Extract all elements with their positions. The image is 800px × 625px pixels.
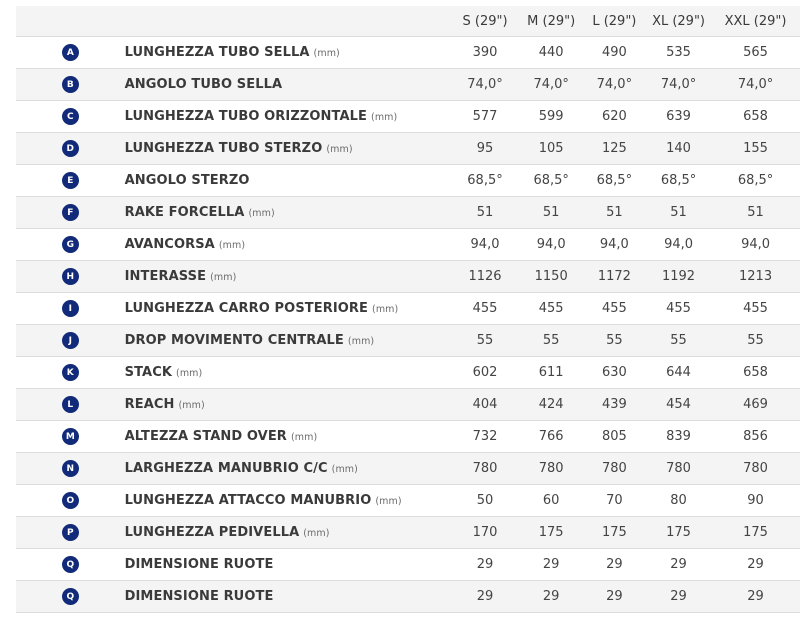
measure-value: 51	[606, 205, 623, 220]
measure-value: 175	[743, 525, 768, 540]
table-row	[16, 101, 800, 133]
measure-name: ANGOLO STERZO	[124, 173, 250, 188]
measure-value: 630	[601, 365, 627, 380]
measure-label	[125, 397, 451, 412]
measure-value: 620	[601, 109, 627, 124]
measure-value: 29	[606, 589, 623, 604]
measure-value: 74,0°	[467, 77, 503, 92]
measure-value: 74,0°	[596, 77, 633, 92]
measure-letter-badge: C	[62, 108, 79, 125]
measure-unit: (mm)	[290, 432, 318, 443]
table-row	[16, 485, 800, 517]
measure-value: 839	[666, 429, 691, 444]
measure-label	[125, 557, 451, 572]
measure-unit: (mm)	[218, 240, 246, 251]
size-header: XL (29")	[652, 13, 706, 29]
measure-unit: (mm)	[326, 144, 353, 155]
measure-value: 611	[538, 365, 564, 380]
measure-letter-badge: D	[62, 140, 79, 157]
measure-value: 29	[747, 557, 764, 572]
measure-value: 94,0	[599, 237, 629, 252]
measure-value: 29	[542, 557, 560, 572]
measure-name: LUNGHEZZA TUBO SELLA	[124, 45, 310, 60]
measure-value: 766	[538, 429, 564, 444]
table-row	[16, 581, 800, 613]
measure-value: 1213	[739, 269, 773, 284]
measure-value: 55	[747, 333, 764, 348]
measure-name: LARGHEZZA MANUBRIO C/C	[124, 461, 328, 476]
measure-value: 780	[601, 461, 627, 476]
measure-value: 404	[472, 397, 498, 412]
measure-value: 1172	[597, 269, 631, 284]
measure-value: 94,0	[664, 237, 694, 252]
table-row	[16, 261, 800, 293]
measure-name: REACH	[124, 397, 175, 412]
measure-name: LUNGHEZZA ATTACCO MANUBRIO	[124, 493, 372, 508]
measure-name: DIMENSIONE RUOTE	[124, 589, 274, 604]
measure-value: 390	[472, 45, 498, 60]
measure-label	[125, 205, 451, 220]
measure-label	[125, 365, 451, 380]
table-row	[16, 229, 800, 261]
measure-value: 780	[538, 461, 564, 476]
measure-value: 455	[538, 301, 564, 316]
measure-value: 94,0	[536, 237, 566, 252]
measure-name: ALTEZZA STAND OVER	[124, 429, 287, 444]
measure-value: 454	[666, 397, 691, 412]
measure-label	[125, 525, 451, 540]
measure-value: 424	[538, 397, 564, 412]
measure-letter-badge: J	[62, 332, 79, 349]
measure-value: 175	[601, 525, 627, 540]
measure-value: 74,0°	[533, 77, 569, 92]
measure-value: 60	[542, 493, 560, 508]
measure-label	[125, 173, 451, 188]
measure-label	[125, 589, 451, 604]
table-row	[16, 197, 800, 229]
measure-name: LUNGHEZZA CARRO POSTERIORE	[124, 301, 369, 316]
size-header: M (29")	[527, 13, 576, 29]
table-row	[16, 453, 800, 485]
measure-value: 125	[601, 141, 627, 156]
measure-value: 29	[606, 557, 623, 572]
measure-value: 732	[472, 429, 498, 444]
measure-value: 51	[747, 205, 764, 220]
measure-value: 780	[472, 461, 498, 476]
table-row	[16, 549, 800, 581]
measure-value: 90	[747, 493, 764, 508]
measure-value: 68,5°	[467, 173, 503, 188]
table-row	[16, 421, 800, 453]
measure-value: 175	[666, 525, 691, 540]
measure-value: 1126	[468, 269, 502, 284]
measure-letter-badge: N	[62, 460, 79, 477]
measure-value: 29	[670, 589, 687, 604]
measure-label	[125, 141, 451, 156]
measure-value: 780	[743, 461, 768, 476]
measure-value: 644	[666, 365, 691, 380]
measure-value: 68,5°	[660, 173, 697, 188]
measure-value: 440	[538, 45, 564, 60]
measure-value: 455	[743, 301, 768, 316]
measure-letter-badge: K	[62, 364, 79, 381]
measure-value: 455	[666, 301, 691, 316]
geometry-table	[16, 6, 800, 613]
measure-value: 68,5°	[596, 173, 633, 188]
table-row	[16, 389, 800, 421]
measure-letter-badge: E	[62, 172, 79, 189]
measure-value: 70	[606, 493, 623, 508]
measure-value: 577	[472, 109, 498, 124]
table-row	[16, 165, 800, 197]
size-header: XXL (29")	[724, 13, 787, 29]
measure-value: 565	[743, 45, 768, 60]
measure-value: 55	[476, 333, 494, 348]
size-header: S (29")	[462, 13, 508, 29]
measure-name: LUNGHEZZA TUBO STERZO	[124, 141, 323, 156]
measure-name: INTERASSE	[124, 269, 207, 284]
measure-value: 1192	[661, 269, 696, 284]
measure-label	[125, 109, 451, 124]
measure-value: 51	[542, 205, 560, 220]
measure-letter-badge: Q	[62, 588, 79, 605]
measure-value: 55	[542, 333, 560, 348]
measure-value: 658	[743, 365, 768, 380]
measure-label	[125, 429, 451, 444]
measure-letter-badge: F	[62, 204, 79, 221]
measure-value: 805	[601, 429, 627, 444]
measure-name: DIMENSIONE RUOTE	[124, 557, 274, 572]
measure-letter-badge: M	[62, 428, 79, 445]
measure-value: 602	[472, 365, 498, 380]
measure-value: 439	[601, 397, 627, 412]
measure-name: RAKE FORCELLA	[124, 205, 245, 220]
measure-value: 1150	[534, 269, 568, 284]
measure-unit: (mm)	[375, 496, 402, 507]
measure-name: LUNGHEZZA TUBO ORIZZONTALE	[124, 109, 368, 124]
measure-value: 29	[670, 557, 687, 572]
measure-value: 155	[743, 141, 768, 156]
measure-name: AVANCORSA	[124, 237, 215, 252]
measure-name: STACK	[124, 365, 173, 380]
measure-unit: (mm)	[303, 528, 330, 539]
measure-value: 80	[670, 493, 687, 508]
measure-value: 469	[743, 397, 768, 412]
measure-value: 455	[472, 301, 498, 316]
measure-label	[125, 493, 451, 508]
measure-value: 455	[601, 301, 627, 316]
measure-value: 170	[472, 525, 498, 540]
measure-value: 29	[747, 589, 764, 604]
measure-label	[125, 45, 451, 60]
measure-value: 50	[476, 493, 494, 508]
measure-letter-badge: G	[62, 236, 79, 253]
measure-label	[125, 77, 451, 92]
table-header	[16, 6, 800, 37]
table-row	[16, 325, 800, 357]
measure-label	[125, 333, 451, 348]
measure-label	[125, 269, 451, 284]
measure-unit: (mm)	[371, 112, 398, 123]
measure-unit: (mm)	[372, 304, 399, 315]
measure-value: 95	[476, 141, 494, 156]
measure-value: 29	[476, 557, 494, 572]
measure-value: 68,5°	[737, 173, 774, 188]
measure-letter-badge: O	[62, 492, 79, 509]
measure-letter-badge: H	[62, 268, 79, 285]
measure-value: 29	[542, 589, 560, 604]
measure-unit: (mm)	[178, 400, 205, 411]
measure-value: 74,0°	[660, 77, 697, 92]
measure-letter-badge: Q	[62, 556, 79, 573]
measure-value: 140	[666, 141, 691, 156]
table-row	[16, 69, 800, 101]
measure-name: LUNGHEZZA PEDIVELLA	[124, 525, 300, 540]
measure-value: 175	[538, 525, 564, 540]
measure-value: 55	[606, 333, 623, 348]
measure-name: ANGOLO TUBO SELLA	[124, 77, 283, 92]
measure-value: 780	[666, 461, 691, 476]
measure-letter-badge: B	[62, 76, 79, 93]
measure-letter-badge: P	[62, 524, 79, 541]
measure-value: 490	[601, 45, 627, 60]
measure-unit: (mm)	[248, 208, 275, 219]
measure-unit: (mm)	[176, 368, 203, 379]
measure-value: 535	[666, 45, 691, 60]
measure-label	[125, 237, 451, 252]
measure-unit: (mm)	[210, 272, 237, 283]
measure-value: 74,0°	[737, 77, 774, 92]
measure-value: 29	[476, 589, 494, 604]
table-row	[16, 357, 800, 389]
measure-value: 94,0	[470, 237, 500, 252]
measure-value: 68,5°	[533, 173, 569, 188]
measure-letter-badge: A	[62, 44, 79, 61]
table-row	[16, 293, 800, 325]
measure-unit: (mm)	[313, 48, 340, 59]
measure-value: 51	[476, 205, 494, 220]
measure-value: 55	[670, 333, 687, 348]
measure-unit: (mm)	[331, 464, 358, 475]
table-row	[16, 133, 800, 165]
measure-value: 94,0	[741, 237, 771, 252]
measure-value: 856	[743, 429, 768, 444]
size-header: L (29")	[592, 13, 637, 29]
table-row	[16, 517, 800, 549]
measure-value: 639	[666, 109, 691, 124]
measure-value: 105	[538, 141, 564, 156]
measure-label	[125, 461, 451, 476]
measure-name: DROP MOVIMENTO CENTRALE	[124, 333, 344, 348]
measure-unit: (mm)	[347, 336, 375, 347]
measure-value: 658	[743, 109, 768, 124]
measure-value: 599	[538, 109, 564, 124]
table-row	[16, 37, 800, 69]
measure-letter-badge: L	[62, 396, 79, 413]
measure-label	[125, 301, 451, 316]
measure-letter-badge: I	[62, 300, 79, 317]
measure-value: 51	[670, 205, 687, 220]
